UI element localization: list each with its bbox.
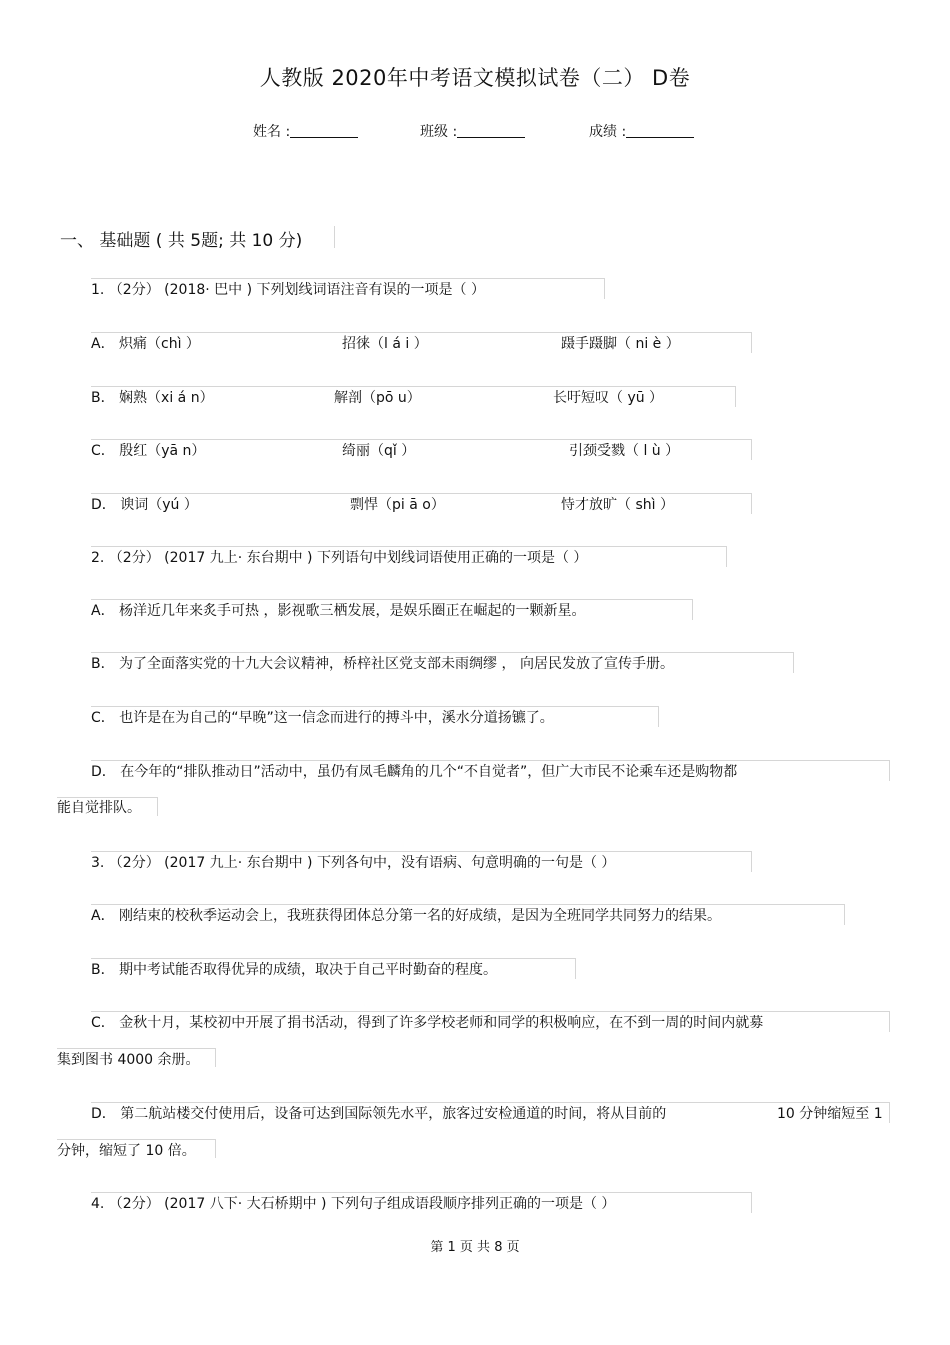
name-blank[interactable] <box>290 123 358 138</box>
q2-option-b[interactable]: B． 为了全面落实党的十九大会议精神，桥梓社区党支部未雨绸缪 ， 向居民发放了宣传手册。 <box>91 656 674 672</box>
q1-option-d-1[interactable]: D． 谀词（yú ） <box>91 497 198 513</box>
question-4-stem: 4. （2分） (2017 八下· 大石桥期中 ) 下列句子组成语段顺序排列正确的一项是（ ） <box>91 1196 616 1212</box>
class-field[interactable] <box>420 121 525 141</box>
q1-option-a-1[interactable]: A． 炽痛（chì ） <box>91 336 200 352</box>
q1-option-b-1[interactable]: B． 娴熟（xi á n） <box>91 390 214 406</box>
q3-option-a[interactable]: A． 刚结束的校秋季运动会上，我班获得团体总分第一名的好成绩，是因为全班同学共同努力的结果。 <box>91 908 722 924</box>
q2-option-d-line1[interactable]: D． 在今年的“排队推动日”活动中，虽仍有凤毛麟角的几个“不自觉者”，但广大市民不论乘车还是购物都 <box>91 764 738 780</box>
question-2-stem: 2. （2分） (2017 九上· 东台期中 ) 下列语句中划线词语使用正确的一项是（ ） <box>91 550 588 566</box>
divider <box>334 226 335 248</box>
score-blank[interactable] <box>626 123 694 138</box>
q3-option-d-line1-end: 10 分钟缩短至 1 <box>777 1106 883 1122</box>
section-heading: 一、 基础题 ( 共 5题; 共 10 分) <box>60 231 303 251</box>
question-1-stem: 1. （2分） (2018· 巴中 ) 下列划线词语注音有误的一项是（ ） <box>91 282 485 298</box>
q1-option-b-3: 长吁短叹（ yū ） <box>553 390 664 406</box>
class-label: 班级 : <box>420 124 458 140</box>
q3-option-d-line1[interactable]: D． 第二航站楼交付使用后，设备可达到国际领先水平，旅客过安检通道的时间，将从目前的 <box>91 1106 667 1122</box>
q3-option-b[interactable]: B． 期中考试能否取得优异的成绩，取决于自己平时勤奋的程度。 <box>91 962 498 978</box>
score-field[interactable] <box>589 121 694 141</box>
page-footer: 第 1 页 共 8 页 <box>430 1240 520 1255</box>
name-field[interactable] <box>253 121 358 141</box>
stem-box <box>91 278 605 299</box>
q1-option-b-2: 解剖（pō u） <box>334 390 421 406</box>
name-label: 姓名 : <box>253 124 291 140</box>
q1-option-d-2: 剽悍（pi ā o） <box>350 497 445 513</box>
q1-option-a-2: 招徕（l á i ） <box>342 336 428 352</box>
class-blank[interactable] <box>457 123 525 138</box>
q1-option-c-3: 引颈受戮（ l ù ） <box>569 443 680 459</box>
q1-option-c-1[interactable]: C． 殷红（yā n） <box>91 443 206 459</box>
q2-option-c[interactable]: C． 也许是在为自己的“早晚”这一信念而进行的搏斗中，溪水分道扬镳了。 <box>91 710 554 726</box>
q3-option-c-line1[interactable]: C． 金秋十月，某校初中开展了捐书活动，得到了许多学校老师和同学的积极响应，在不到一周的时间内就募 <box>91 1015 764 1031</box>
q2-option-d-line2: 能自觉排队。 <box>57 800 141 816</box>
q1-option-a-3: 蹑手蹑脚（ ni è ） <box>561 336 680 352</box>
q3-option-d-line2: 分钟，缩短了 10 倍。 <box>57 1143 196 1159</box>
q1-option-d-3: 恃才放旷（ shì ） <box>561 497 674 513</box>
q2-option-a[interactable]: A． 杨洋近几年来炙手可热 ，影视歌三栖发展，是娱乐圈正在崛起的一颗新星。 <box>91 603 586 619</box>
q1-option-c-2: 绮丽（qǐ ） <box>342 443 416 459</box>
document-title: 人教版 2020年中考语文模拟试卷（二） D卷 <box>259 66 691 90</box>
question-3-stem: 3. （2分） (2017 九上· 东台期中 ) 下列各句中，没有语病、句意明确的一句是（ ） <box>91 855 616 871</box>
score-label: 成绩 : <box>589 124 627 140</box>
q3-option-c-line2: 集到图书 4000 余册。 <box>57 1052 200 1068</box>
